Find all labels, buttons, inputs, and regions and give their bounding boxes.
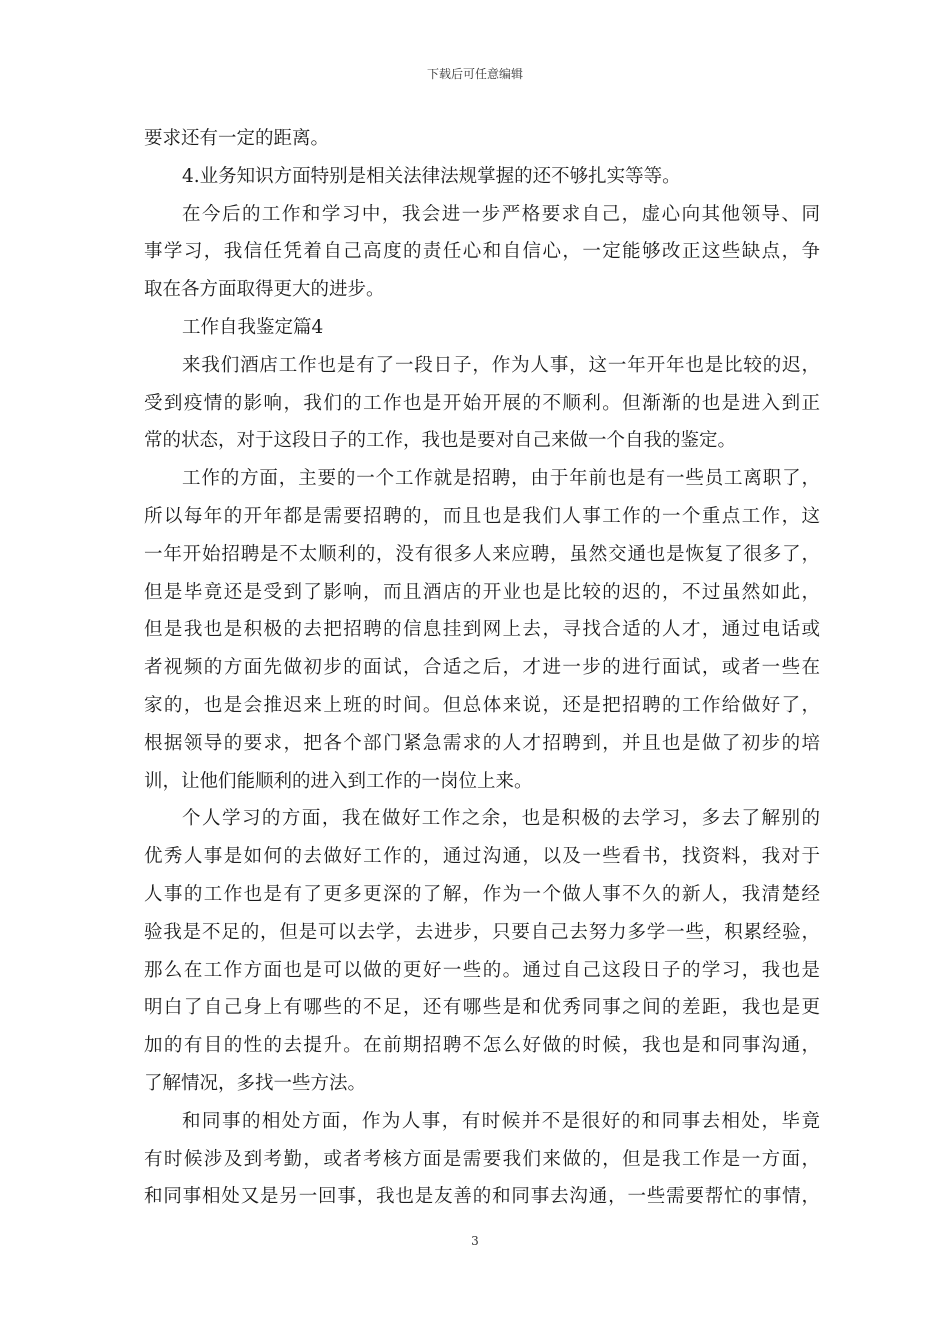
document-body	[144, 120, 820, 1216]
text-line: 要求还有一定的距离。	[144, 128, 330, 149]
text-line: 验我是不足的，但是可以去学，去进步，只要自己去努力多学一些，积累经验，	[144, 921, 820, 943]
text-line: 一年开始招聘是不太顺利的，没有很多人来应聘，虽然交通也是恢复了很多了，	[144, 543, 820, 565]
text-line: 但是我也是积极的去把招聘的信息挂到网上去，寻找合适的人才，通过电话或	[144, 619, 820, 641]
text-line: 常的状态，对于这段日子的工作，我也是要对自己来做一个自我的鉴定。	[144, 430, 737, 452]
text-line: 和同事的相处方面，作为人事，有时候并不是很好的和同事去相处，毕竟	[182, 1110, 820, 1132]
text-line: 了解情况，多找一些方法。	[144, 1072, 367, 1094]
text-line: 家的，也是会推迟来上班的时间。但总体来说，还是把招聘的工作给做好了，	[144, 694, 820, 716]
page-number: 3	[471, 1234, 479, 1248]
text-line: 工作的方面，主要的一个工作就是招聘，由于年前也是有一些员工离职了，	[182, 468, 820, 490]
text-line: 受到疫情的影响，我们的工作也是开始开展的不顺利。但渐渐的也是进入到正	[144, 392, 820, 414]
text-line: 但是毕竟还是受到了影响，而且酒店的开业也是比较的迟的，不过虽然如此，	[144, 581, 820, 603]
text-line: 优秀人事是如何的去做好工作的，通过沟通，以及一些看书，找资料，我对于	[144, 846, 820, 868]
text-line: 训，让他们能顺利的进入到工作的一岗位上来。	[144, 770, 533, 792]
text-line: 人事的工作也是有了更多更深的了解，作为一个做人事不久的新人，我清楚经	[144, 883, 820, 905]
text-line: 在今后的工作和学习中，我会进一步严格要求自己，虚心向其他领导、同	[182, 203, 820, 225]
text-line: 根据领导的要求，把各个部门紧急需求的人才招聘到，并且也是做了初步的培	[144, 732, 820, 754]
text-line: 事学习，我信任凭着自己高度的责任心和自信心，一定能够改正这些缺点，争	[144, 241, 820, 263]
text-line: 明白了自己身上有哪些的不足，还有哪些是和优秀同事之间的差距，我也是更	[144, 997, 820, 1019]
text-line: 取在各方面取得更大的进步。	[144, 279, 385, 301]
text-line: 4.业务知识方面特别是相关法律法规掌握的还不够扎实等等。	[182, 165, 681, 187]
text-line: 和同事相处又是另一回事，我也是友善的和同事去沟通，一些需要帮忙的事情，	[144, 1186, 820, 1208]
text-line: 工作自我鉴定篇4	[182, 316, 324, 338]
page-header: 下载后可任意编辑	[426, 67, 523, 81]
text-line: 者视频的方面先做初步的面试，合适之后，才进一步的进行面试，或者一些在	[144, 657, 820, 679]
text-line: 个人学习的方面，我在做好工作之余，也是积极的去学习，多去了解别的	[182, 808, 820, 830]
text-line: 那么在工作方面也是可以做的更好一些的。通过自己这段日子的学习，我也是	[144, 959, 820, 981]
text-line: 所以每年的开年都是需要招聘的，而且也是我们人事工作的一个重点工作，这	[144, 505, 820, 527]
text-line: 来我们酒店工作也是有了一段日子，作为人事，这一年开年也是比较的迟，	[182, 354, 820, 376]
text-line: 加的有目的性的去提升。在前期招聘不怎么好做的时候，我也是和同事沟通，	[144, 1035, 820, 1057]
text-line: 有时候涉及到考勤，或者考核方面是需要我们来做的，但是我工作是一方面，	[144, 1148, 820, 1170]
